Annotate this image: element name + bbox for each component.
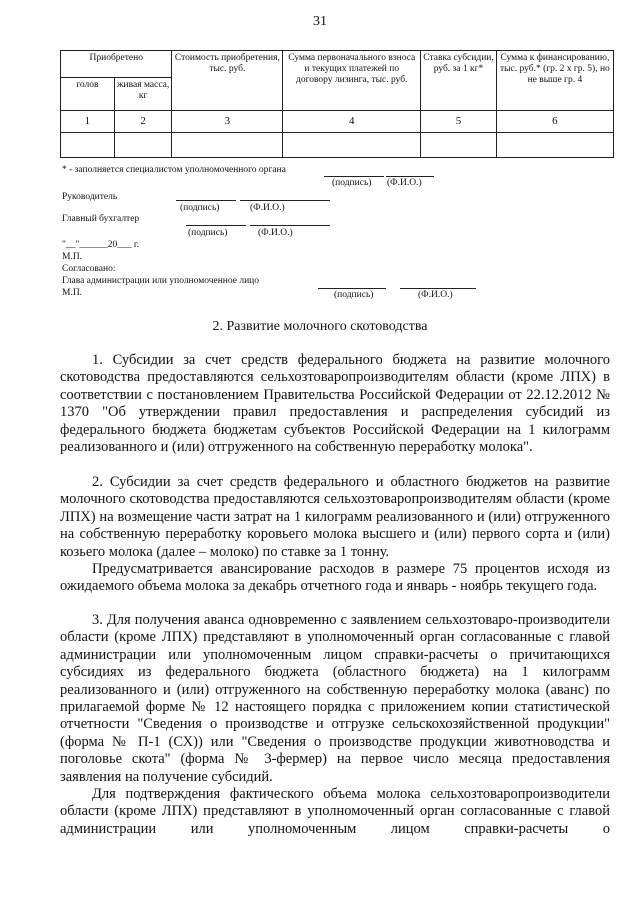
name-caption: (Ф.И.О.) xyxy=(387,178,422,188)
name-line xyxy=(250,225,330,226)
signature-caption: (подпись) xyxy=(188,228,228,238)
name-caption: (Ф.И.О.) xyxy=(258,228,293,238)
subsidy-table xyxy=(60,50,614,158)
chief-accountant-label: Главный бухгалтер xyxy=(62,214,140,224)
name-caption: (Ф.И.О.) xyxy=(418,290,453,300)
header-initial-sum: Сумма первоначального взноса и текущих платежей по договору лизинга, тыс. руб. xyxy=(283,51,421,111)
column-number: 4 xyxy=(283,111,421,133)
signature-line xyxy=(176,200,236,201)
name-caption: (Ф.И.О.) xyxy=(250,203,285,213)
paragraph: 2. Субсидии за счет средств федерального и областного бюджетов на развитие молочного скотоводства предоставляются сельхозтоваропроизводителям области (кроме ЛПХ) на возмещение части затрат на 1 килограмм реализованного и (или) отгруженного на собственную переработку коровьего молока высшего и (или) первого сорта и (или) козьего молока (далее – молоко) по ставке за 1 тонну. xyxy=(60,474,610,560)
signature-line xyxy=(318,288,386,289)
empty-cell xyxy=(61,133,115,158)
empty-cell xyxy=(172,133,283,158)
paragraph: Предусматривается авансирование расходов в размере 75 процентов исходя из ожидаемого объема молока за декабрь отчетного года и январь - ноябрь текущего года. xyxy=(60,561,610,595)
page-number: 31 xyxy=(313,14,327,29)
signature-caption: (подпись) xyxy=(332,178,372,188)
column-number: 6 xyxy=(496,111,613,133)
header-acquired: Приобретено xyxy=(61,51,172,78)
admin-head-label: Глава администрации или уполномоченное лицо xyxy=(62,276,260,286)
empty-cell xyxy=(283,133,421,158)
empty-cell xyxy=(496,133,613,158)
stamp-place: М.П. xyxy=(62,288,83,298)
header-heads: голов xyxy=(61,78,115,111)
header-cost: Стоимость приобретения, тыс. руб. xyxy=(172,51,283,111)
signature-caption: (подпись) xyxy=(334,290,374,300)
signature-line xyxy=(324,176,384,177)
stamp-place: М.П. xyxy=(62,252,83,262)
date-line: "__"______20___ г. xyxy=(62,240,140,250)
header-live-weight: живая масса, кг xyxy=(114,78,172,111)
column-number: 2 xyxy=(114,111,172,133)
paragraph: 1. Субсидии за счет средств федерального бюджета на развитие молочного скотоводства предоставляются сельхозтоваропроизводителям области (кроме ЛПХ) в соответствии с постановлением Правительства Российской Федерации от 22.12.2012 № 1370 "Об утверждении правил предоставления и распределения субсидий из федерального бюджета бюджетам субъектов Российской Федерации на 1 килограмм реализованного и (или) отгруженного на собственную переработку молока". xyxy=(60,352,610,456)
name-line xyxy=(386,176,434,177)
signature-line xyxy=(186,225,246,226)
signature-caption: (подпись) xyxy=(180,203,220,213)
name-line xyxy=(400,288,476,289)
header-rate: Ставка субсидии, руб. за 1 кг* xyxy=(421,51,497,111)
column-number: 5 xyxy=(421,111,497,133)
column-number: 3 xyxy=(172,111,283,133)
paragraph: Для подтверждения фактического объема молока сельхозтоваропроизводители области (кроме ЛПХ) представляют в уполномоченный орган согласованные с главой администрации или уполномоченным лицом справки-расчеты о xyxy=(60,786,610,837)
column-number: 1 xyxy=(61,111,115,133)
name-line xyxy=(240,200,330,201)
header-financing: Сумма к финансированию, тыс. руб.* (гр. 2 х гр. 5), но не выше гр. 4 xyxy=(496,51,613,111)
paragraph: 3. Для получения аванса одновременно с заявлением сельхозтоваро-производители области (кроме ЛПХ) представляют в уполномоченный орган согласованные с главой администрации или уполномоченным лицом справки-расчеты о причитающихся субсидиях из федерального бюджета (областного бюджета) на 1 килограмм реализованного и (или) отгруженного на собственную переработку молока (аванс) по прилагаемой форме № 12 настоящего порядка с приложением копии статистической отчетности "Сведения о производстве и отгрузке сельскохозяйственной продукции" (форма № П-1 (СХ)) или "Сведения о производстве продукции животноводства и поголовье скота" (форма № 3-фермер) на первое число месяца предоставления заявления на получение субсидий. xyxy=(60,612,610,785)
empty-cell xyxy=(421,133,497,158)
section-heading: 2. Развитие молочного скотоводства xyxy=(212,319,428,334)
head-label: Руководитель xyxy=(62,192,118,202)
agreed-label: Согласовано: xyxy=(62,264,116,274)
footnote: * - заполняется специалистом уполномоченного органа xyxy=(62,165,286,175)
empty-cell xyxy=(114,133,172,158)
